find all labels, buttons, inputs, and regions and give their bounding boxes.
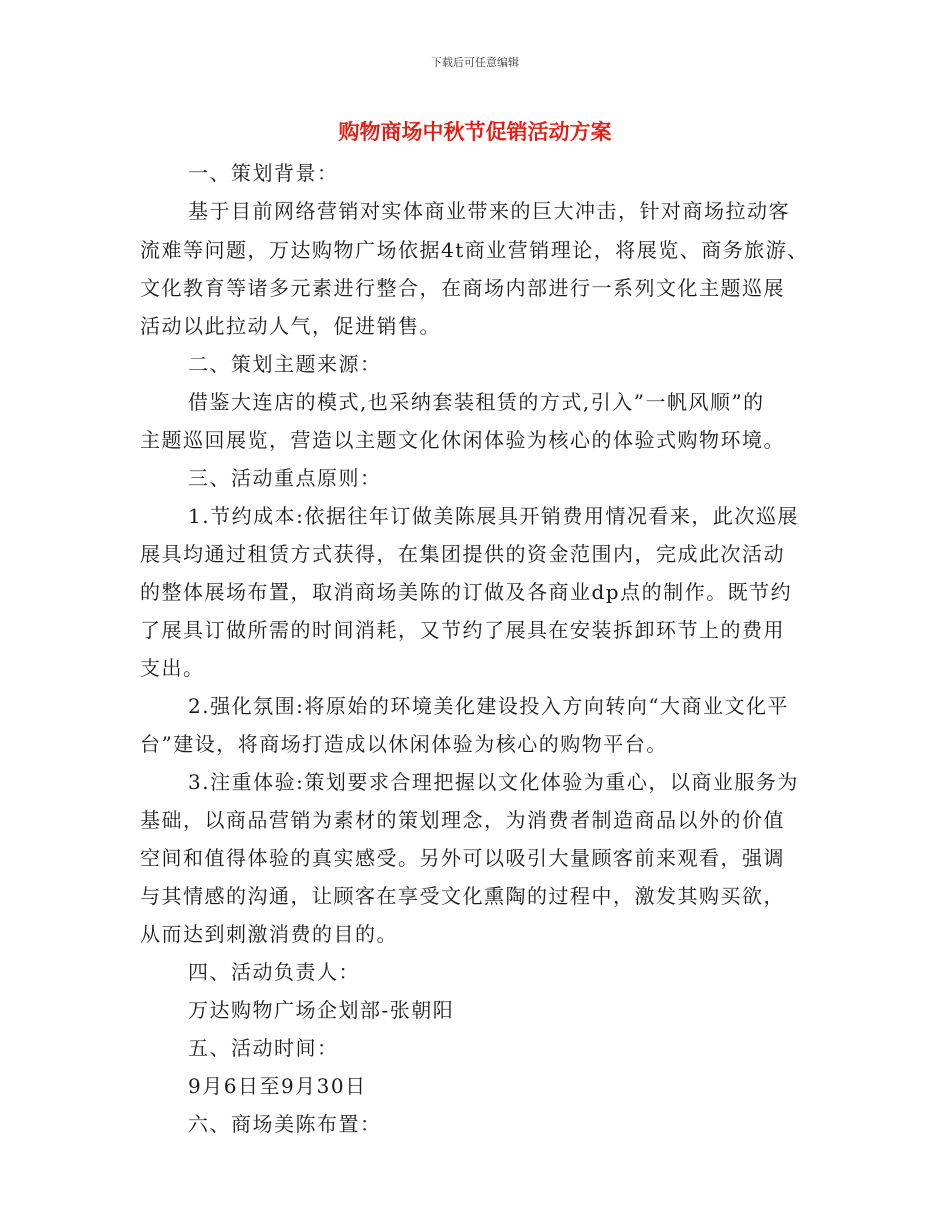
body-line: 基于目前网络营销对实体商业带来的巨大冲击，针对商场拉动客 xyxy=(188,199,790,223)
section-heading: 四、活动负责人： xyxy=(188,960,360,984)
body-line: 从而达到刺激消费的目的。 xyxy=(140,922,398,946)
section-heading: 三、活动重点原则： xyxy=(188,466,382,490)
section-heading: 五、活动时间： xyxy=(188,1036,339,1060)
body-line: 支出。 xyxy=(140,656,205,680)
section-heading: 一、策划背景： xyxy=(188,161,339,185)
body-line: 万达购物广场企划部-张朝阳 xyxy=(188,998,455,1022)
body-line: 流难等问题，万达购物广场依据4t商业营销理论，将展览、商务旅游、 xyxy=(140,238,809,262)
body-line: 基础，以商品营销为素材的策划理念，为消费者制造商品以外的价值 xyxy=(140,808,785,832)
body-line: 了展具订做所需的时间消耗，又节约了展具在安装拆卸环节上的费用 xyxy=(140,618,785,642)
body-line: 主题巡回展览，营造以主题文化休闲体验为核心的体验式购物环境。 xyxy=(140,428,785,452)
body-line: 文化教育等诸多元素进行整合，在商场内部进行一系列文化主题巡展 xyxy=(140,276,785,300)
body-line: 活动以此拉动人气，促进销售。 xyxy=(140,314,441,338)
section-heading: 二、策划主题来源： xyxy=(188,352,382,376)
body-line: 1.节约成本:依据往年订做美陈展具开销费用情况看来，此次巡展 xyxy=(188,504,799,528)
body-line: 与其情感的沟通，让顾客在享受文化熏陶的过程中，激发其购买欲， xyxy=(140,884,785,908)
body-line: 9月6日至9月30日 xyxy=(188,1074,367,1098)
header-note: 下载后可任意编辑 xyxy=(431,56,519,69)
body-line: 台”建设，将商场打造成以休闲体验为核心的购物平台。 xyxy=(140,732,668,756)
body-line: 展具均通过租赁方式获得，在集团提供的资金范围内，完成此次活动 xyxy=(140,542,785,566)
body-line: 的整体展场布置，取消商场美陈的订做及各商业dp点的制作。既节约 xyxy=(140,580,793,604)
body-line: 借鉴大连店的模式,也采纳套装租赁的方式,引入”一帆风顺”的 xyxy=(188,390,765,414)
body-line: 3.注重体验:策划要求合理把握以文化体验为重心，以商业服务为 xyxy=(188,770,799,794)
body-line: 空间和值得体验的真实感受。另外可以吸引大量顾客前来观看，强调 xyxy=(140,846,785,870)
body-line: 2.强化氛围:将原始的环境美化建设投入方向转向“大商业文化平 xyxy=(188,694,790,718)
section-heading: 六、商场美陈布置： xyxy=(188,1112,382,1136)
document-title: 购物商场中秋节促销活动方案 xyxy=(338,120,612,144)
